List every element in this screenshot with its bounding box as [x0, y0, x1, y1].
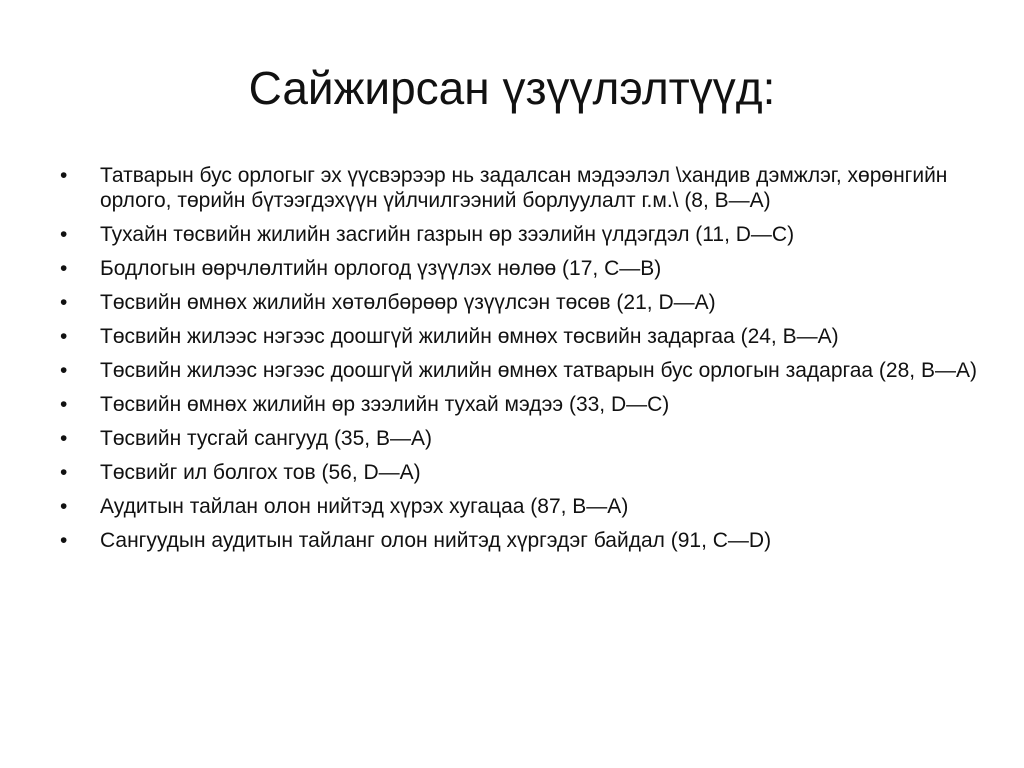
list-item-text: Татварын бус орлогыг эх үүсвэрээр нь задалсан мэдээлэл \хандив дэмжлэг, хөрөнгийн орлого, төрийн бүтээгдэхүүн үйлчилгээний борлуулалт г.м.\ (8, B—A) [100, 164, 948, 212]
bullet-icon: • [60, 495, 68, 518]
list-item [58, 163, 978, 213]
list-item [58, 494, 978, 519]
list-item-text: Сангуудын аудитын тайланг олон нийтэд хүргэдэг байдал (91, C—D) [100, 529, 772, 552]
list-item [58, 426, 978, 451]
list-item [58, 392, 978, 417]
bullet-icon: • [60, 393, 68, 416]
list-item-text: Төсвийн тусгай сангууд (35, B—A) [100, 427, 432, 450]
bullet-icon: • [60, 529, 68, 552]
list-item-text: Төсвийн өмнөх жилийн хөтөлбөрөөр үзүүлсэн төсөв (21, D—A) [100, 291, 716, 314]
bullet-icon: • [60, 427, 68, 450]
bullet-icon: • [60, 461, 68, 484]
bullet-icon: • [60, 223, 68, 246]
list-item [58, 528, 978, 553]
list-item-text: Төсвийн өмнөх жилийн өр зээлийн тухай мэдээ (33, D—C) [100, 393, 670, 416]
list-item-text: Бодлогын өөрчлөлтийн орлогод үзүүлэх нөлөө (17, C—B) [100, 257, 662, 280]
list-item [58, 222, 978, 247]
list-item [58, 256, 978, 281]
list-item [58, 460, 978, 485]
bullet-icon: • [60, 359, 68, 382]
list-item-text: Аудитын тайлан олон нийтэд хүрэх хугацаа (87, B—A) [100, 495, 629, 518]
bullet-icon: • [60, 257, 68, 280]
list-item-text: Төсвийн жилээс нэгээс доошгүй жилийн өмнөх татварын бус орлогын задаргаа (28, B—A) [100, 359, 977, 382]
bullet-icon: • [60, 291, 68, 314]
bullet-list [58, 163, 978, 562]
bullet-icon: • [60, 164, 68, 187]
list-item [58, 324, 978, 349]
bullet-icon: • [60, 325, 68, 348]
list-item [58, 358, 978, 383]
list-item-text: Тухайн төсвийн жилийн засгийн газрын өр зээлийн үлдэгдэл (11, D—C) [100, 223, 795, 246]
list-item-text: Төсвийг ил болгох тов (56, D—A) [100, 461, 421, 484]
slide-title: Сайжирсан үзүүлэлтүүд: [248, 62, 776, 114]
list-item [58, 290, 978, 315]
list-item-text: Төсвийн жилээс нэгээс доошгүй жилийн өмнөх төсвийн задаргаа (24, B—A) [100, 325, 839, 348]
